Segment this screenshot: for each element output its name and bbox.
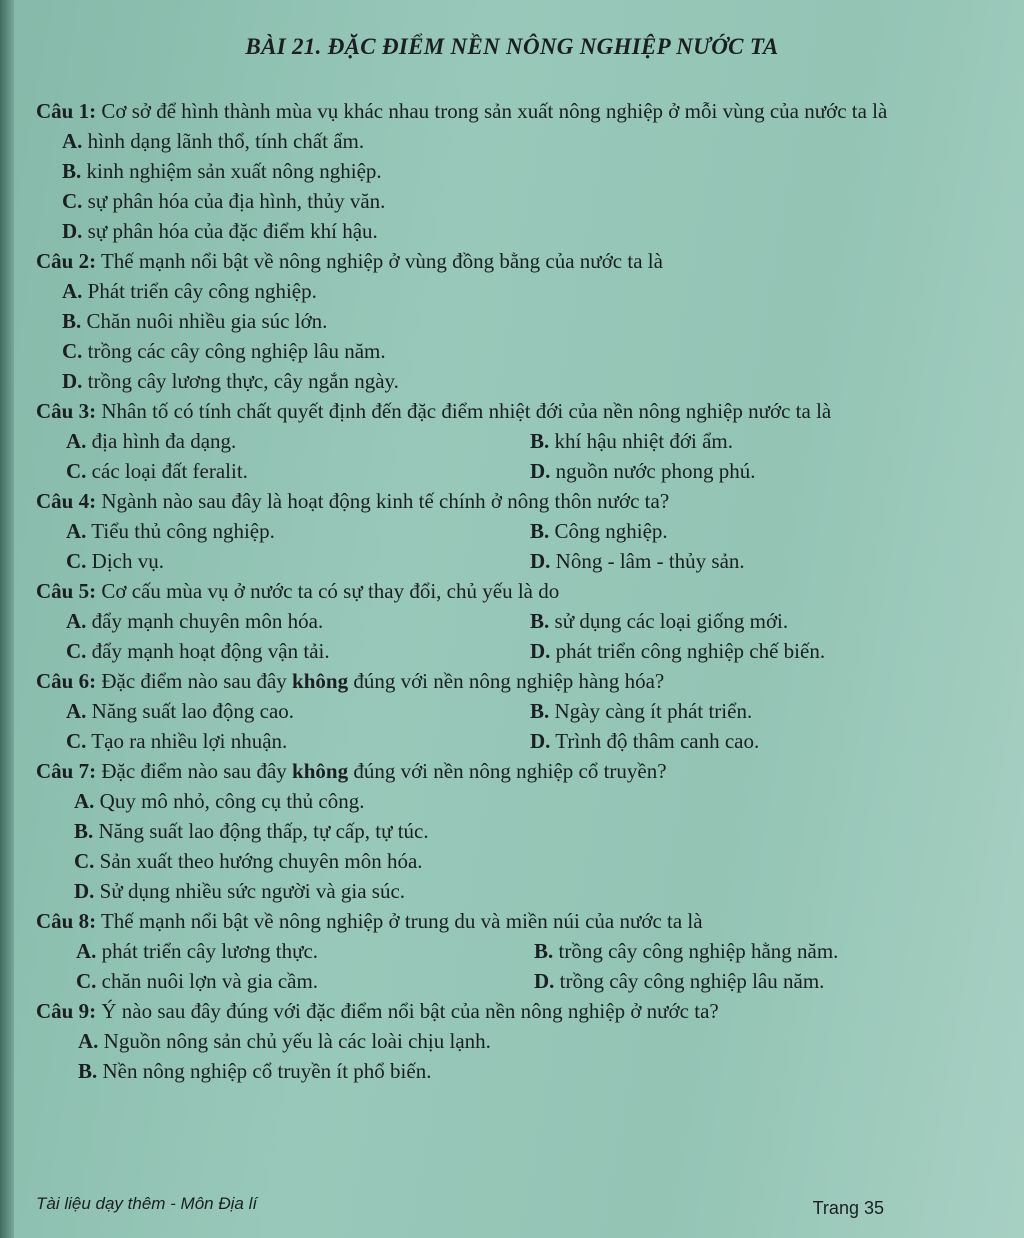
option-4d: D. Nông - lâm - thủy sản. (530, 549, 745, 573)
option-6d: D. Trình độ thâm canh cao. (530, 729, 760, 753)
option-2a: A. Phát triển cây công nghiệp. (62, 279, 317, 303)
option-9a: A. Nguồn nông sản chủ yếu là các loài chịu lạnh. (78, 1029, 491, 1053)
question-9: Câu 9: Ý nào sau đây đúng với đặc điểm nổi bật của nền nông nghiệp ở nước ta? (36, 999, 719, 1023)
question-2-options (62, 276, 991, 396)
option-2c: C. trồng các cây công nghiệp lâu năm. (62, 339, 386, 363)
option-6c: C. Tạo ra nhiều lợi nhuận. (66, 729, 288, 753)
option-3b: B. khí hậu nhiệt đới ẩm. (530, 429, 734, 453)
option-7d: D. Sử dụng nhiều sức người và gia súc. (74, 879, 406, 903)
option-2b: B. Chăn nuôi nhiều gia súc lớn. (62, 309, 328, 333)
question-2: Câu 2: Thế mạnh nổi bật về nông nghiệp ở vùng đồng bằng của nước ta là (36, 249, 663, 273)
option-1d: D. sự phân hóa của đặc điểm khí hậu. (62, 219, 378, 243)
question-8: Câu 8: Thế mạnh nổi bật về nông nghiệp ở trung du và miền núi của nước ta là (36, 909, 703, 933)
question-6: Câu 6: Đặc điểm nào sau đây không đúng với nền nông nghiệp hàng hóa? (36, 669, 665, 693)
footer-source: Tài liệu dạy thêm - Môn Địa lí (36, 1194, 258, 1213)
option-3c: C. các loại đất feralit. (66, 459, 248, 483)
page-number: Trang 35 (812, 1198, 884, 1218)
question-9-options (78, 1026, 991, 1086)
option-4a: A. Tiểu thủ công nghiệp. (66, 519, 275, 543)
option-6b: B. Ngày càng ít phát triển. (530, 699, 753, 723)
option-8b: B. trồng cây công nghiệp hằng năm. (534, 939, 839, 963)
option-7b: B. Năng suất lao động thấp, tự cấp, tự túc. (74, 819, 429, 843)
question-7-options (74, 786, 991, 906)
option-1c: C. sự phân hóa của địa hình, thủy văn. (62, 189, 386, 213)
question-4-options (66, 516, 991, 576)
option-4b: B. Công nghiệp. (530, 519, 668, 543)
question-8-options (76, 936, 991, 996)
option-1a: A. hình dạng lãnh thổ, tính chất ẩm. (62, 129, 365, 153)
option-8c: C. chăn nuôi lợn và gia cầm. (76, 969, 319, 993)
option-5d: D. phát triển công nghiệp chế biến. (530, 639, 826, 663)
option-3d: D. nguồn nước phong phú. (530, 459, 756, 483)
option-6a: A. Năng suất lao động cao. (66, 699, 295, 723)
option-5b: B. sử dụng các loại giống mới. (530, 609, 789, 633)
option-5a: A. đẩy mạnh chuyên môn hóa. (66, 609, 324, 633)
option-8d: D. trồng cây công nghiệp lâu năm. (534, 969, 825, 993)
page-binding-edge (0, 0, 14, 1238)
option-9b: B. Nền nông nghiệp cổ truyền ít phổ biến. (78, 1059, 432, 1083)
option-8a: A. phát triển cây lương thực. (76, 939, 319, 963)
question-6-options (66, 696, 991, 756)
question-1-options (62, 126, 991, 246)
lesson-title: BÀI 21. ĐẶC ĐIỂM NỀN NÔNG NGHIỆP NƯỚC TA (245, 34, 779, 59)
option-7c: C. Sản xuất theo hướng chuyên môn hóa. (74, 849, 423, 873)
question-4: Câu 4: Ngành nào sau đây là hoạt động kinh tế chính ở nông thôn nước ta? (36, 489, 670, 513)
option-5c: C. đẩy mạnh hoạt động vận tải. (66, 639, 330, 663)
option-1b: B. kinh nghiệm sản xuất nông nghiệp. (62, 159, 382, 183)
option-7a: A. Quy mô nhỏ, công cụ thủ công. (74, 789, 365, 813)
question-3-options (66, 426, 991, 486)
question-7: Câu 7: Đặc điểm nào sau đây không đúng với nền nông nghiệp cổ truyền? (36, 759, 667, 783)
question-3: Câu 3: Nhân tố có tính chất quyết định đến đặc điểm nhiệt đới của nền nông nghiệp nước ta là (36, 399, 832, 423)
option-3a: A. địa hình đa dạng. (66, 429, 237, 453)
question-1: Câu 1: Cơ sở để hình thành mùa vụ khác nhau trong sản xuất nông nghiệp ở mỗi vùng của nước ta là (36, 99, 888, 123)
question-list (36, 96, 991, 1086)
option-2d: D. trồng cây lương thực, cây ngắn ngày. (62, 369, 399, 393)
question-5-options (66, 606, 991, 666)
option-4c: C. Dịch vụ. (66, 549, 164, 573)
question-5: Câu 5: Cơ cấu mùa vụ ở nước ta có sự thay đổi, chủ yếu là do (36, 579, 560, 603)
